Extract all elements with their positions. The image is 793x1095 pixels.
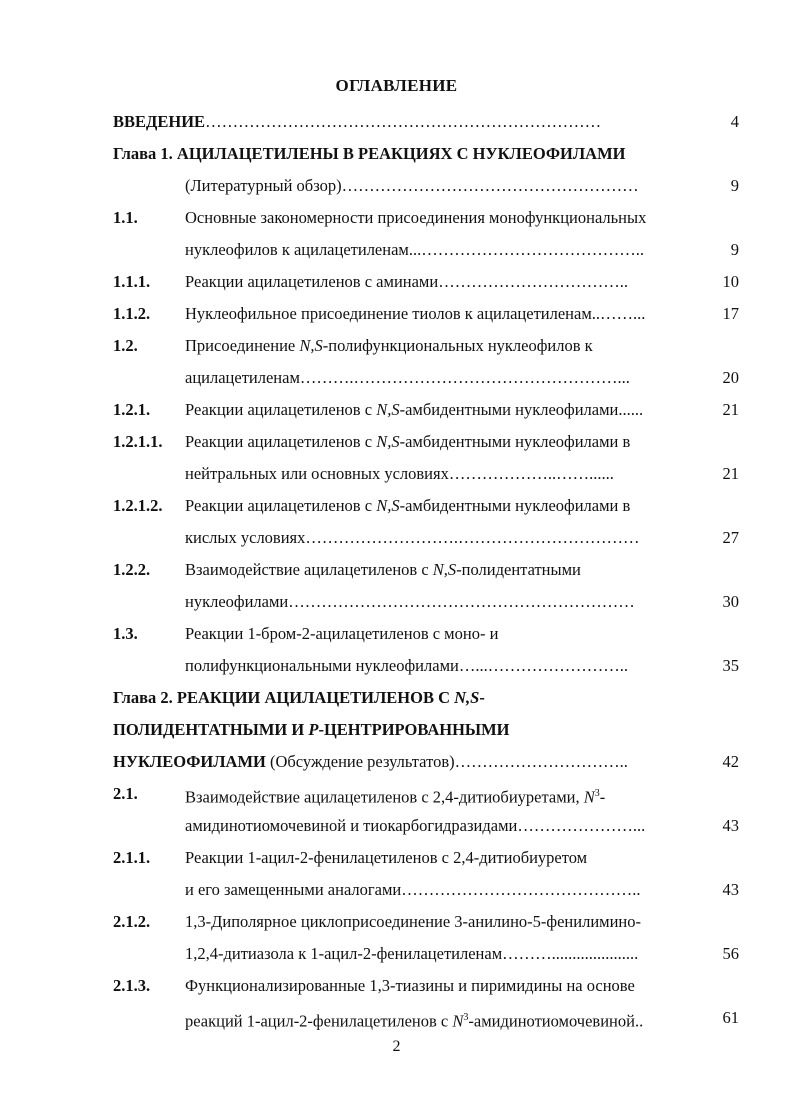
section-number: 1.1.1. xyxy=(113,272,151,291)
chapter-2-heading-cont[interactable]: ПОЛИДЕНТАТНЫМИ И Р-ЦЕНТРИРОВАННЫМИ xyxy=(113,720,510,739)
toc-entry-2-1-1-cont[interactable]: и его замещенными аналогами…………………………………….. 43 xyxy=(113,878,739,902)
section-number: 2.1.3. xyxy=(113,976,151,995)
page-number: 2 xyxy=(392,1038,401,1055)
toc-entry-1-3-cont[interactable]: полифункциональными нуклеофилами…...…………………….. 35 xyxy=(113,654,739,678)
toc-entry-1-1[interactable]: 1.1. Основные закономерности присоединения монофункциональных xyxy=(113,206,739,230)
intro-dots: ……………………………………………………………… xyxy=(205,112,602,131)
chapter-1-heading[interactable]: Глава 1. АЦИЛАЦЕТИЛЕНЫ В РЕАКЦИЯХ С НУКЛЕОФИЛАМИ xyxy=(113,144,626,163)
chapter-2-heading[interactable]: Глава 2. РЕАКЦИИ АЦИЛАЦЕТИЛЕНОВ С N,S- xyxy=(113,688,485,707)
intro-label: ВВЕДЕНИЕ xyxy=(113,112,206,131)
toc-entry-1-2-1-2-cont[interactable]: кислых условиях……………………….…………………………… 27 xyxy=(113,526,739,550)
section-page: 21 xyxy=(722,400,739,419)
section-page: 30 xyxy=(722,592,739,611)
section-page: 56 xyxy=(722,944,739,963)
toc-entry-1-3[interactable]: 1.3. Реакции 1-бром-2-ацилацетиленов с моно- и xyxy=(113,622,739,646)
toc-entry-1-2-2-cont[interactable]: нуклеофилами……………………………………………………… 30 xyxy=(113,590,739,614)
toc-entry-2-1-3-cont[interactable]: реакций 1-ацил-2-фенилацетиленов с $N^3$-амидинотиомочевиной.. 61 xyxy=(185,1008,739,1031)
toc-entry-1-2-1-1[interactable]: 1.2.1.1. Реакции ацилацетиленов с N,S-амбидентными нуклеофилами в xyxy=(113,430,739,454)
section-number: 1.3. xyxy=(113,624,138,643)
section-number: 1.2.1.1. xyxy=(113,432,163,451)
section-number: 2.1.2. xyxy=(113,912,151,931)
section-number: 1.2. xyxy=(113,336,138,355)
toc-entry-2-1-cont[interactable]: амидинотиомочевиной и тиокарбогидразидами…………………... 43 xyxy=(113,814,739,838)
chapter-2-subtitle[interactable]: НУКЛЕОФИЛАМИ (Обсуждение результатов)………………………….. 42 xyxy=(113,750,739,774)
chapter-1-page: 9 xyxy=(730,176,739,195)
toc-entry-2-1-2[interactable]: 2.1.2. 1,3-Диполярное циклоприсоединение 3-анилино-5-фенилимино- xyxy=(113,910,739,934)
section-page: 10 xyxy=(722,272,739,291)
section-number: 1.1. xyxy=(113,208,138,227)
section-number: 2.1.1. xyxy=(113,848,151,867)
toc-title: ОГЛАВЛЕНИЕ xyxy=(335,76,458,95)
toc-entry-2-1[interactable]: 2.1. Взаимодействие ацилацетиленов с 2,4-дитиобиуретами, $N^3-$ xyxy=(113,784,606,807)
chapter-1-subtitle[interactable]: (Литературный обзор)……………………………………………… 9 xyxy=(113,174,739,198)
section-page: 17 xyxy=(722,304,739,323)
toc-entry-2-1-2-cont[interactable]: 1,2,4-дитиазола к 1-ацил-2-фенилацетиленам………..................... 56 xyxy=(113,942,739,966)
toc-entry-intro[interactable] xyxy=(113,110,739,134)
section-number: 1.1.2. xyxy=(113,304,151,323)
section-page: 27 xyxy=(722,528,739,547)
toc-entry-1-2-1-1-cont[interactable]: нейтральных или основных условиях………………..……...... 21 xyxy=(113,462,739,486)
toc-entry-1-2-1[interactable]: 1.2.1. Реакции ацилацетиленов с N,S-амбидентными нуклеофилами...... 21 xyxy=(113,398,739,422)
toc-entry-1-2-1-2[interactable]: 1.2.1.2. Реакции ацилацетиленов с N,S-амбидентными нуклеофилами в xyxy=(113,494,739,518)
section-page: 43 xyxy=(722,880,739,899)
toc-entry-1-2-2[interactable]: 1.2.2. Взаимодействие ацилацетиленов с N,S-полидентатными xyxy=(113,558,739,582)
section-number: 1.2.2. xyxy=(113,560,151,579)
toc-entry-1-1-2[interactable]: 1.1.2. Нуклеофильное присоединение тиолов к ацилацетиленам..……... 17 xyxy=(113,302,739,326)
section-page: 35 xyxy=(722,656,739,675)
toc-entry-2-1-3[interactable]: 2.1.3. Функционализированные 1,3-тиазины и пиримидины на основе xyxy=(113,974,739,998)
toc-entry-1-1-cont[interactable]: нуклеофилов к ацилацетиленам...………………………………….. 9 xyxy=(113,238,739,262)
section-number: 2.1. xyxy=(113,784,138,803)
section-page: 61 xyxy=(722,1008,739,1027)
section-number: 1.2.1.2. xyxy=(113,496,163,515)
toc-entry-1-2[interactable]: 1.2. Присоединение N,S-полифункциональных нуклеофилов к xyxy=(113,334,739,358)
chapter-2-page: 42 xyxy=(722,752,739,771)
intro-page: 4 xyxy=(730,112,739,131)
section-page: 21 xyxy=(722,464,739,483)
section-page: 20 xyxy=(722,368,739,387)
toc-entry-2-1-1[interactable]: 2.1.1. Реакции 1-ацил-2-фенилацетиленов с 2,4-дитиобиуретом xyxy=(113,846,739,870)
section-page: 9 xyxy=(730,240,739,259)
section-page: 43 xyxy=(722,816,739,835)
section-number: 1.2.1. xyxy=(113,400,151,419)
toc-entry-1-2-cont[interactable]: ацилацетиленам……….…………………………………………... 20 xyxy=(113,366,739,390)
toc-entry-1-1-1[interactable]: 1.1.1. Реакции ацилацетиленов с аминами…………………………….. 10 xyxy=(113,270,739,294)
